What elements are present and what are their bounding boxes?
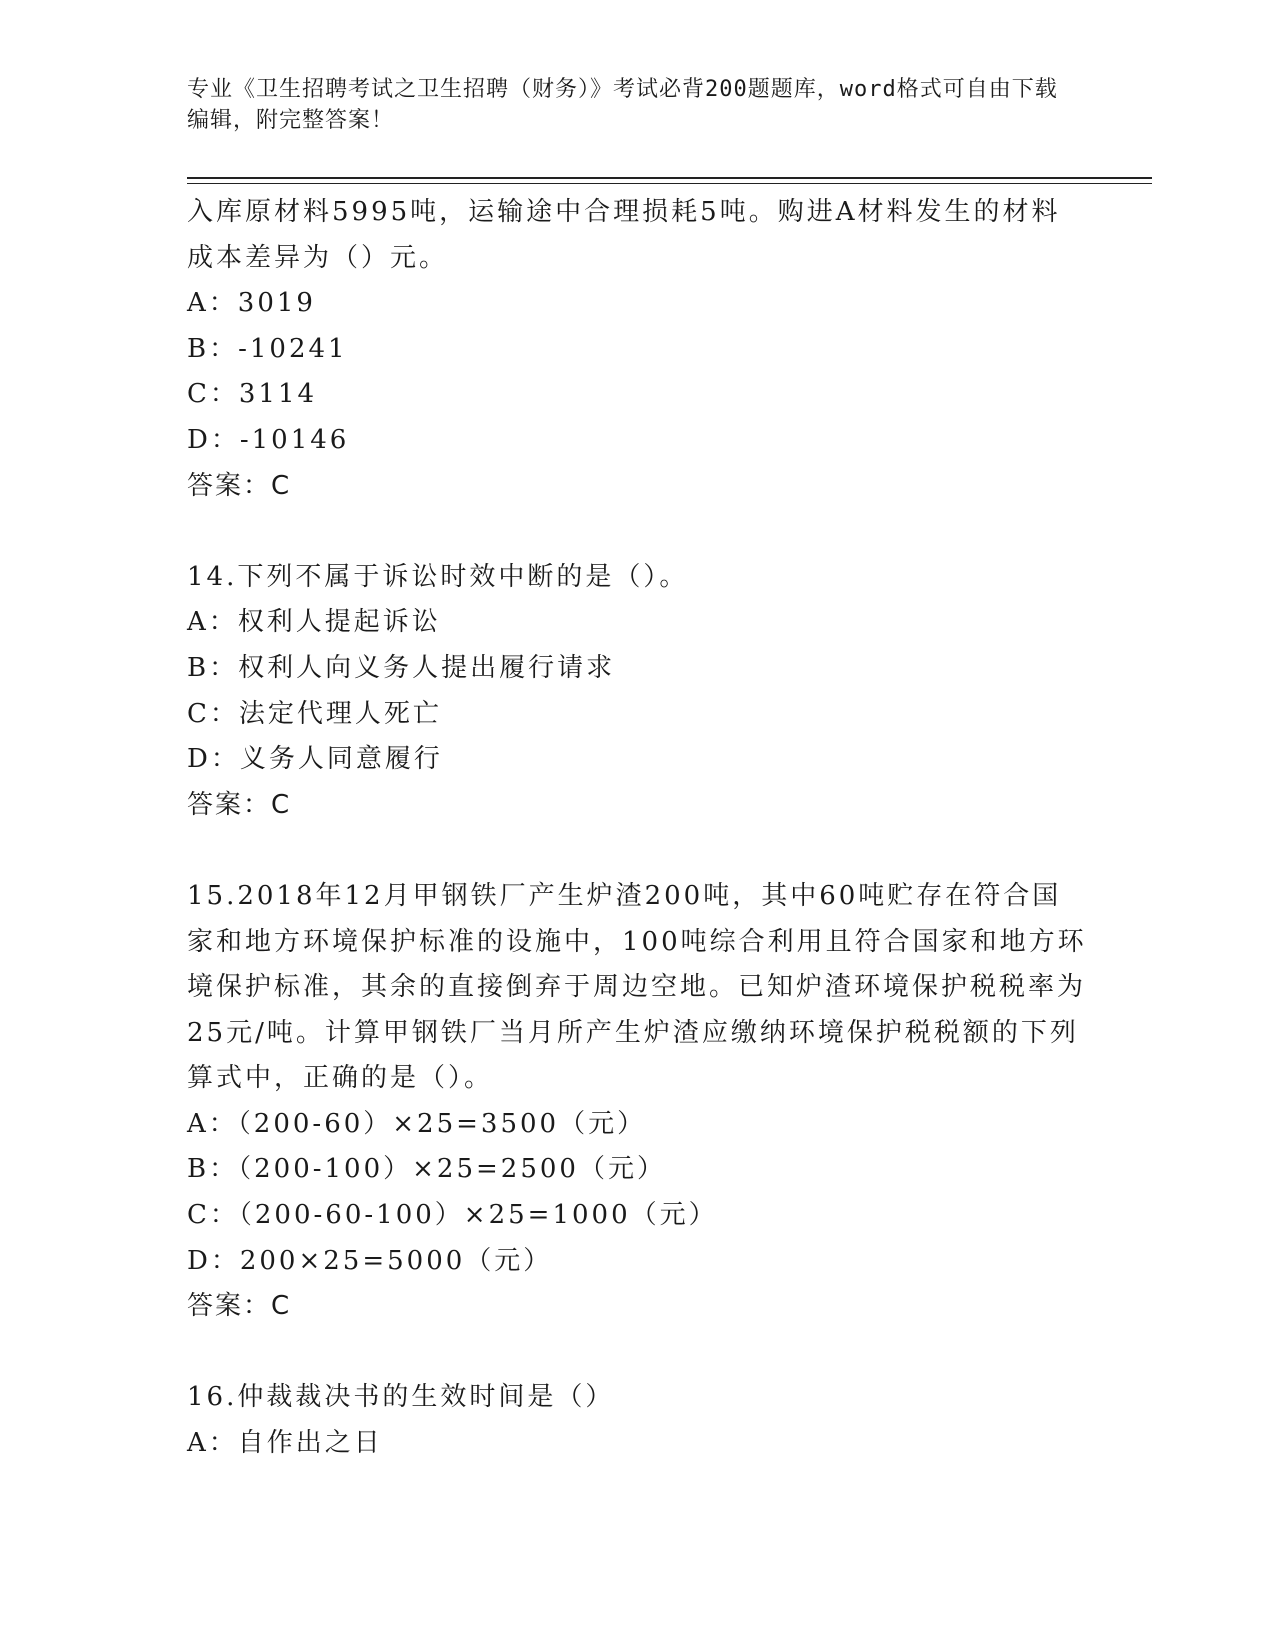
option-d: D：200×25=5000（元） (187, 1245, 553, 1276)
question-15 (187, 874, 1087, 1330)
option-c: C：（200-60-100）×25=1000（元） (187, 1200, 718, 1231)
option-b: B：-10241 (187, 333, 348, 364)
question-list (187, 190, 1087, 1467)
header-divider-thin (187, 183, 1152, 184)
option-c: C：法定代理人死亡 (187, 698, 442, 729)
question-text: 16.仲裁裁决书的生效时间是（） (187, 1382, 615, 1413)
option-c: C：3114 (187, 379, 318, 410)
option-b: B：（200-100）×25=2500（元） (187, 1154, 666, 1185)
spacer (187, 1330, 1087, 1376)
question-14 (187, 555, 1087, 829)
answer: 答案：C (187, 470, 292, 501)
header-divider-thick (187, 177, 1152, 179)
question-text: 入库原材料5995吨，运输途中合理损耗5吨。购进A材料发生的材料成本差异为（）元。 (187, 197, 1061, 273)
spacer (187, 828, 1087, 874)
option-d: D：义务人同意履行 (187, 744, 443, 775)
question-text: 15.2018年12月甲钢铁厂产生炉渣200吨，其中60吨贮存在符合国家和地方环境保护标准的设施中，100吨综合利用且符合国家和地方环境保护标准，其余的直接倒弃于周边空地。已知炉渣环境保护税税率为25元/吨。计算甲钢铁厂当月所产生炉渣应缴纳环境保护税税额的下列算式中，正确的是（）。 (187, 880, 1087, 1094)
header-title: 专业《卫生招聘考试之卫生招聘（财务）》考试必背200题题库，word格式可自由下载编辑，附完整答案！ (187, 77, 1058, 133)
option-d: D：-10146 (187, 424, 350, 455)
question-13 (187, 190, 1087, 509)
option-b: B：权利人向义务人提出履行请求 (187, 652, 616, 683)
answer: 答案：C (187, 789, 292, 820)
question-text: 14.下列不属于诉讼时效中断的是（）。 (187, 561, 689, 592)
document-header (187, 74, 1067, 136)
answer: 答案：C (187, 1291, 292, 1322)
option-a: A：（200-60）×25=3500（元） (187, 1108, 647, 1139)
option-a: A：3019 (187, 288, 316, 319)
option-a: A：权利人提起诉讼 (187, 607, 441, 638)
question-16 (187, 1375, 1087, 1466)
spacer (187, 509, 1087, 555)
option-a: A：自作出之日 (187, 1428, 383, 1459)
